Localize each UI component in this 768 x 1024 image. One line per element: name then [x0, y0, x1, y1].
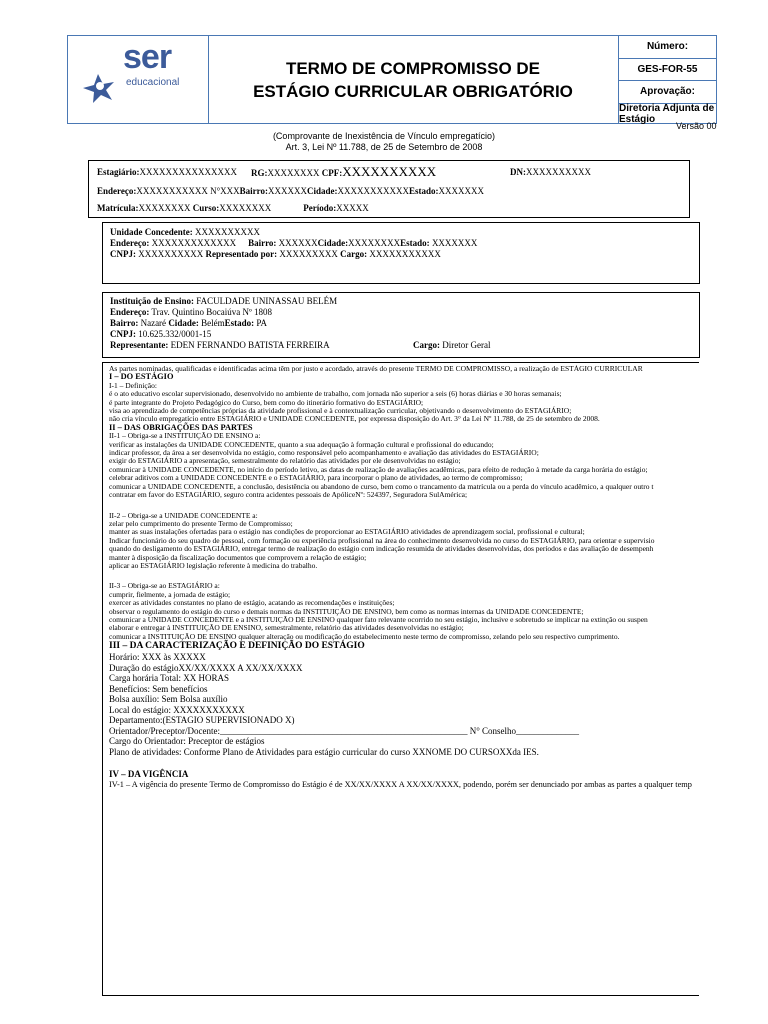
subtitle — [0, 131, 768, 153]
title-line-2: ESTÁGIO CURRICULAR OBRIGATÓRIO — [253, 81, 573, 101]
body-line: exercer as atividades constantes no plano de estágio, acatando as recomendações e instituições; — [109, 598, 395, 608]
body-line: comunicar a UNIDADE CONCEDENTE e a INSTITUIÇÃO DE ENSINO qualquer fato relevante ocorrido no seu estágio, inclusive e sobretudo se implicar na extinção ou suspen — [109, 614, 648, 624]
document-meta — [619, 36, 716, 126]
section-3-lines — [109, 652, 768, 757]
concedente-box — [102, 222, 700, 284]
concedente-endereco-row: Endereço: XXXXXXXXXXXXX Bairro: XXXXXXCidade:XXXXXXXXEstado: XXXXXXX — [110, 238, 478, 248]
aprovacao-value: Diretoria Adjunta de Estágio — [619, 103, 715, 126]
estagiario-box — [88, 160, 690, 218]
matricula-row: Matrícula:XXXXXXXX Curso:XXXXXXXX Período:XXXXX — [97, 203, 369, 213]
body-line: comunicar a INSTITUIÇÃO DE ENSINO qualquer alteração ou modificação do estabelecimento neste termo de compromisso, zelando pelo seu respectivo cumprimento. — [109, 631, 620, 641]
rg-cpf-row: RG:XXXXXXXX CPF:XXXXXXXXXX — [251, 164, 437, 179]
body-line: comunicar a UNIDADE CONCEDENTE, a conclusão, desistência ou abandono de curso, bem como o trancamento da matrícula ou a perda do vínculo acadêmico, a qualquer outro t — [109, 481, 654, 491]
body-line: Benefícios: Sem benefícios — [109, 683, 208, 694]
body-line: exigir do ESTAGIÁRIO a apresentação, semestralmente do relatório das atividades por ele desenvolvidas no estágio; — [109, 456, 461, 466]
versao: Versão 00 — [676, 121, 717, 131]
instituicao-endereco-row: Endereço: Trav. Quintino Bocaiúva Nº 1808 — [110, 307, 273, 317]
ser-educacional-logo — [68, 36, 209, 123]
body-line: cumprir, fielmente, a jornada de estágio; — [109, 589, 231, 599]
body-line: celebrar aditivos com a UNIDADE CONCEDENTE e o ESTAGIÁRIO, para incorporar o plano de atividades, ao termo de compromisso; — [109, 473, 523, 483]
body-line: manter as suas instalações ofertadas para o estágio nas condições de proporcionar ao ESTAGIÁRIO atividades de aprendizagem social, profissional e cultural; — [109, 527, 585, 537]
subtitle-line-1: (Comprovante de Inexistência de Vínculo empregatício) — [272, 131, 496, 141]
body-line: II-3 – Obriga-se ao ESTAGIÁRIO a: — [109, 581, 220, 591]
body-line: visa ao aprendizado de competências próprias da atividade profissional e à contextualização curricular, objetivando o desenvolvimento do ESTAGIÁRIO; — [109, 406, 572, 416]
body-line: Duração do estágioXX/XX/XXXX A XX/XX/XXXX — [109, 662, 303, 673]
body-line: Indicar funcionário do seu quadro de pessoal, com formação ou experiência profissional na área do conhecimento desenvolvida no curso do ESTAGIÁRIO, para orientar e supervisio — [109, 535, 655, 545]
body-line: Local do estágio: XXXXXXXXXXX — [109, 704, 245, 715]
intro-paragraph: As partes nominadas, qualificadas e identificadas acima têm por justo e acordado, através do presente TERMO DE COMPROMISSO, a realização de ESTÁGIO CURRICULAR — [109, 365, 643, 373]
section-2-title: II – DAS OBRIGAÇÕES DAS PARTES — [109, 422, 253, 432]
endereco-row: Endereço:XXXXXXXXXXX N°XXXBairro:XXXXXXCidade:XXXXXXXXXXXEstado:XXXXXXX — [97, 186, 485, 196]
unidade-row: Unidade Concedente: XXXXXXXXXX — [110, 227, 260, 237]
aprovacao-label: Aprovação: — [619, 81, 716, 104]
body-line: Cargo do Orientador: Preceptor de estágios — [109, 736, 265, 747]
body-line: comunicar à UNIDADE CONCEDENTE, no início do período letivo, as datas de realização de avaliações acadêmicas, para efeito de redução à metade da carga horária do estágio; — [109, 464, 648, 474]
instituicao-cnpj-row: CNPJ: 10.625.332/0001-15 — [110, 329, 212, 339]
body-line: zelar pelo cumprimento do presente Termo de Compromisso; — [109, 518, 293, 528]
section-1-lines — [109, 382, 768, 424]
instituicao-representante-row: Representante: EDEN FERNANDO BATISTA FERREIRA — [110, 340, 330, 350]
section-2-3-lines — [109, 582, 768, 641]
cnpj-row: CNPJ: XXXXXXXXXX Representado por: XXXXXXXXX Cargo: XXXXXXXXXXX — [110, 249, 441, 259]
body-line: Bolsa auxílio: Sem Bolsa auxílio — [109, 694, 228, 705]
body-line: elaborar e entregar à INSTITUIÇÃO DE ENSINO, semestralmente, relatório das atividades desenvolvidas no estágio; — [109, 623, 464, 633]
section-4-line: IV-1 – A vigência do presente Termo de Compromisso do Estágio é de XX/XX/XXXX A XX/XX/XXXX, podendo, porém ser denunciado por ambas as partes a qualquer temp — [109, 779, 692, 789]
body-line: II-1 – Obriga-se a INSTITUIÇÃO DE ENSINO a: — [109, 431, 261, 441]
section-4-title: IV – DA VIGÊNCIA — [109, 769, 189, 780]
body-line: indicar professor, da área a ser desenvolvida no estágio, como responsável pelo acompanhamento e avaliação das atividades do ESTAGIÁRIO; — [109, 448, 539, 458]
body-line: contratar em favor do ESTAGIÁRIO, seguro contra acidentes pessoais de ApóliceNº: 524397, Seguradora SulAmérica; — [109, 490, 468, 500]
section-1-title: I – DO ESTÁGIO — [109, 372, 174, 382]
body-line: I-1 – Definição: — [109, 380, 157, 390]
instituicao-bairro-row: Bairro: Nazaré Cidade: BelémEstado: PA — [110, 318, 268, 328]
body-line: aplicar ao ESTAGIÁRIO legislação referente à medicina do trabalho. — [109, 560, 318, 570]
body-line: não cria vínculo empregatício entre ESTAGIÁRIO e UNIDADE CONCEDENTE, por expressa disposição do Art. 3° da Lei Nº 11.788, de 25 de setembro de 2008. — [109, 414, 600, 424]
dn-row: DN:XXXXXXXXXX — [510, 167, 591, 177]
body-line: observar o regulamento do estágio do curso e demais normas da INSTITUIÇÃO DE ENSINO, bem como as normas internas da UNIDADE CONCEDENTE; — [109, 606, 584, 616]
estagiario-row: Estagiário:XXXXXXXXXXXXXXX — [97, 167, 237, 177]
section-3-title: III – DA CARACTERIZAÇÃO E DEFINIÇÃO DO ESTÁGIO — [109, 641, 365, 652]
subtitle-line-2: Art. 3, Lei Nº 11.788, de 25 de Setembro de 2008 — [285, 142, 483, 152]
section-2-2-lines — [109, 512, 768, 571]
section-2-1-lines — [109, 432, 768, 499]
body-line: quando do desligamento do ESTAGIÁRIO, entregar termo de realização do estágio com indicação resumida de atividades desenvolvidas, dos períodos e das avaliação de desempenh — [109, 544, 654, 554]
body-line: verificar as instalações da UNIDADE CONCEDENTE, quanto a sua adequação à formação cultural e profissional do educando; — [109, 439, 494, 449]
title-line-1: TERMO DE COMPROMISSO DE — [285, 58, 541, 78]
body-line: Departamento:(ESTAGIO SUPERVISIONADO X) — [109, 715, 295, 726]
instituicao-cargo-row: Cargo: Diretor Geral — [413, 340, 491, 350]
body-line: é parte integrante do Projeto Pedagógico do Curso, bem como do itinerário formativo do ESTAGIÁRIO; — [109, 397, 424, 407]
body-line: II-2 – Obriga-se a UNIDADE CONCEDENTE a: — [109, 510, 258, 520]
body-line: Horário: XXX às XXXXX — [109, 652, 206, 663]
termo-body — [109, 365, 768, 790]
logo-text: ser — [123, 38, 172, 76]
body-line: Orientador/Preceptor/Docente:_______________________________________________________ N° Conselho______________ — [109, 725, 580, 736]
body-line: é o ato educativo escolar supervisionado, desenvolvido no ambiente de trabalho, com jornada não superior a seis (6) horas diárias e 30 horas semanais; — [109, 389, 562, 399]
instituicao-box — [102, 292, 700, 358]
instituicao-nome-row: Instituição de Ensino: FACULDADE UNINASSAU BELÉM — [110, 296, 338, 306]
body-line: Plano de atividades: Conforme Plano de Atividades para estágio curricular do curso XXNOME DO CURSOXXda IES. — [109, 746, 539, 757]
document-title — [208, 36, 619, 123]
body-line: manter à disposição da fiscalização documentos que comprovem a relação de estágio; — [109, 552, 367, 562]
numero-label: Número: — [619, 36, 716, 59]
logo-subtext: educacional — [126, 77, 180, 88]
numero-value: GES-FOR-55 — [619, 59, 716, 82]
body-line: Carga horária Total: XX HORAS — [109, 673, 230, 684]
document-header — [67, 35, 717, 124]
